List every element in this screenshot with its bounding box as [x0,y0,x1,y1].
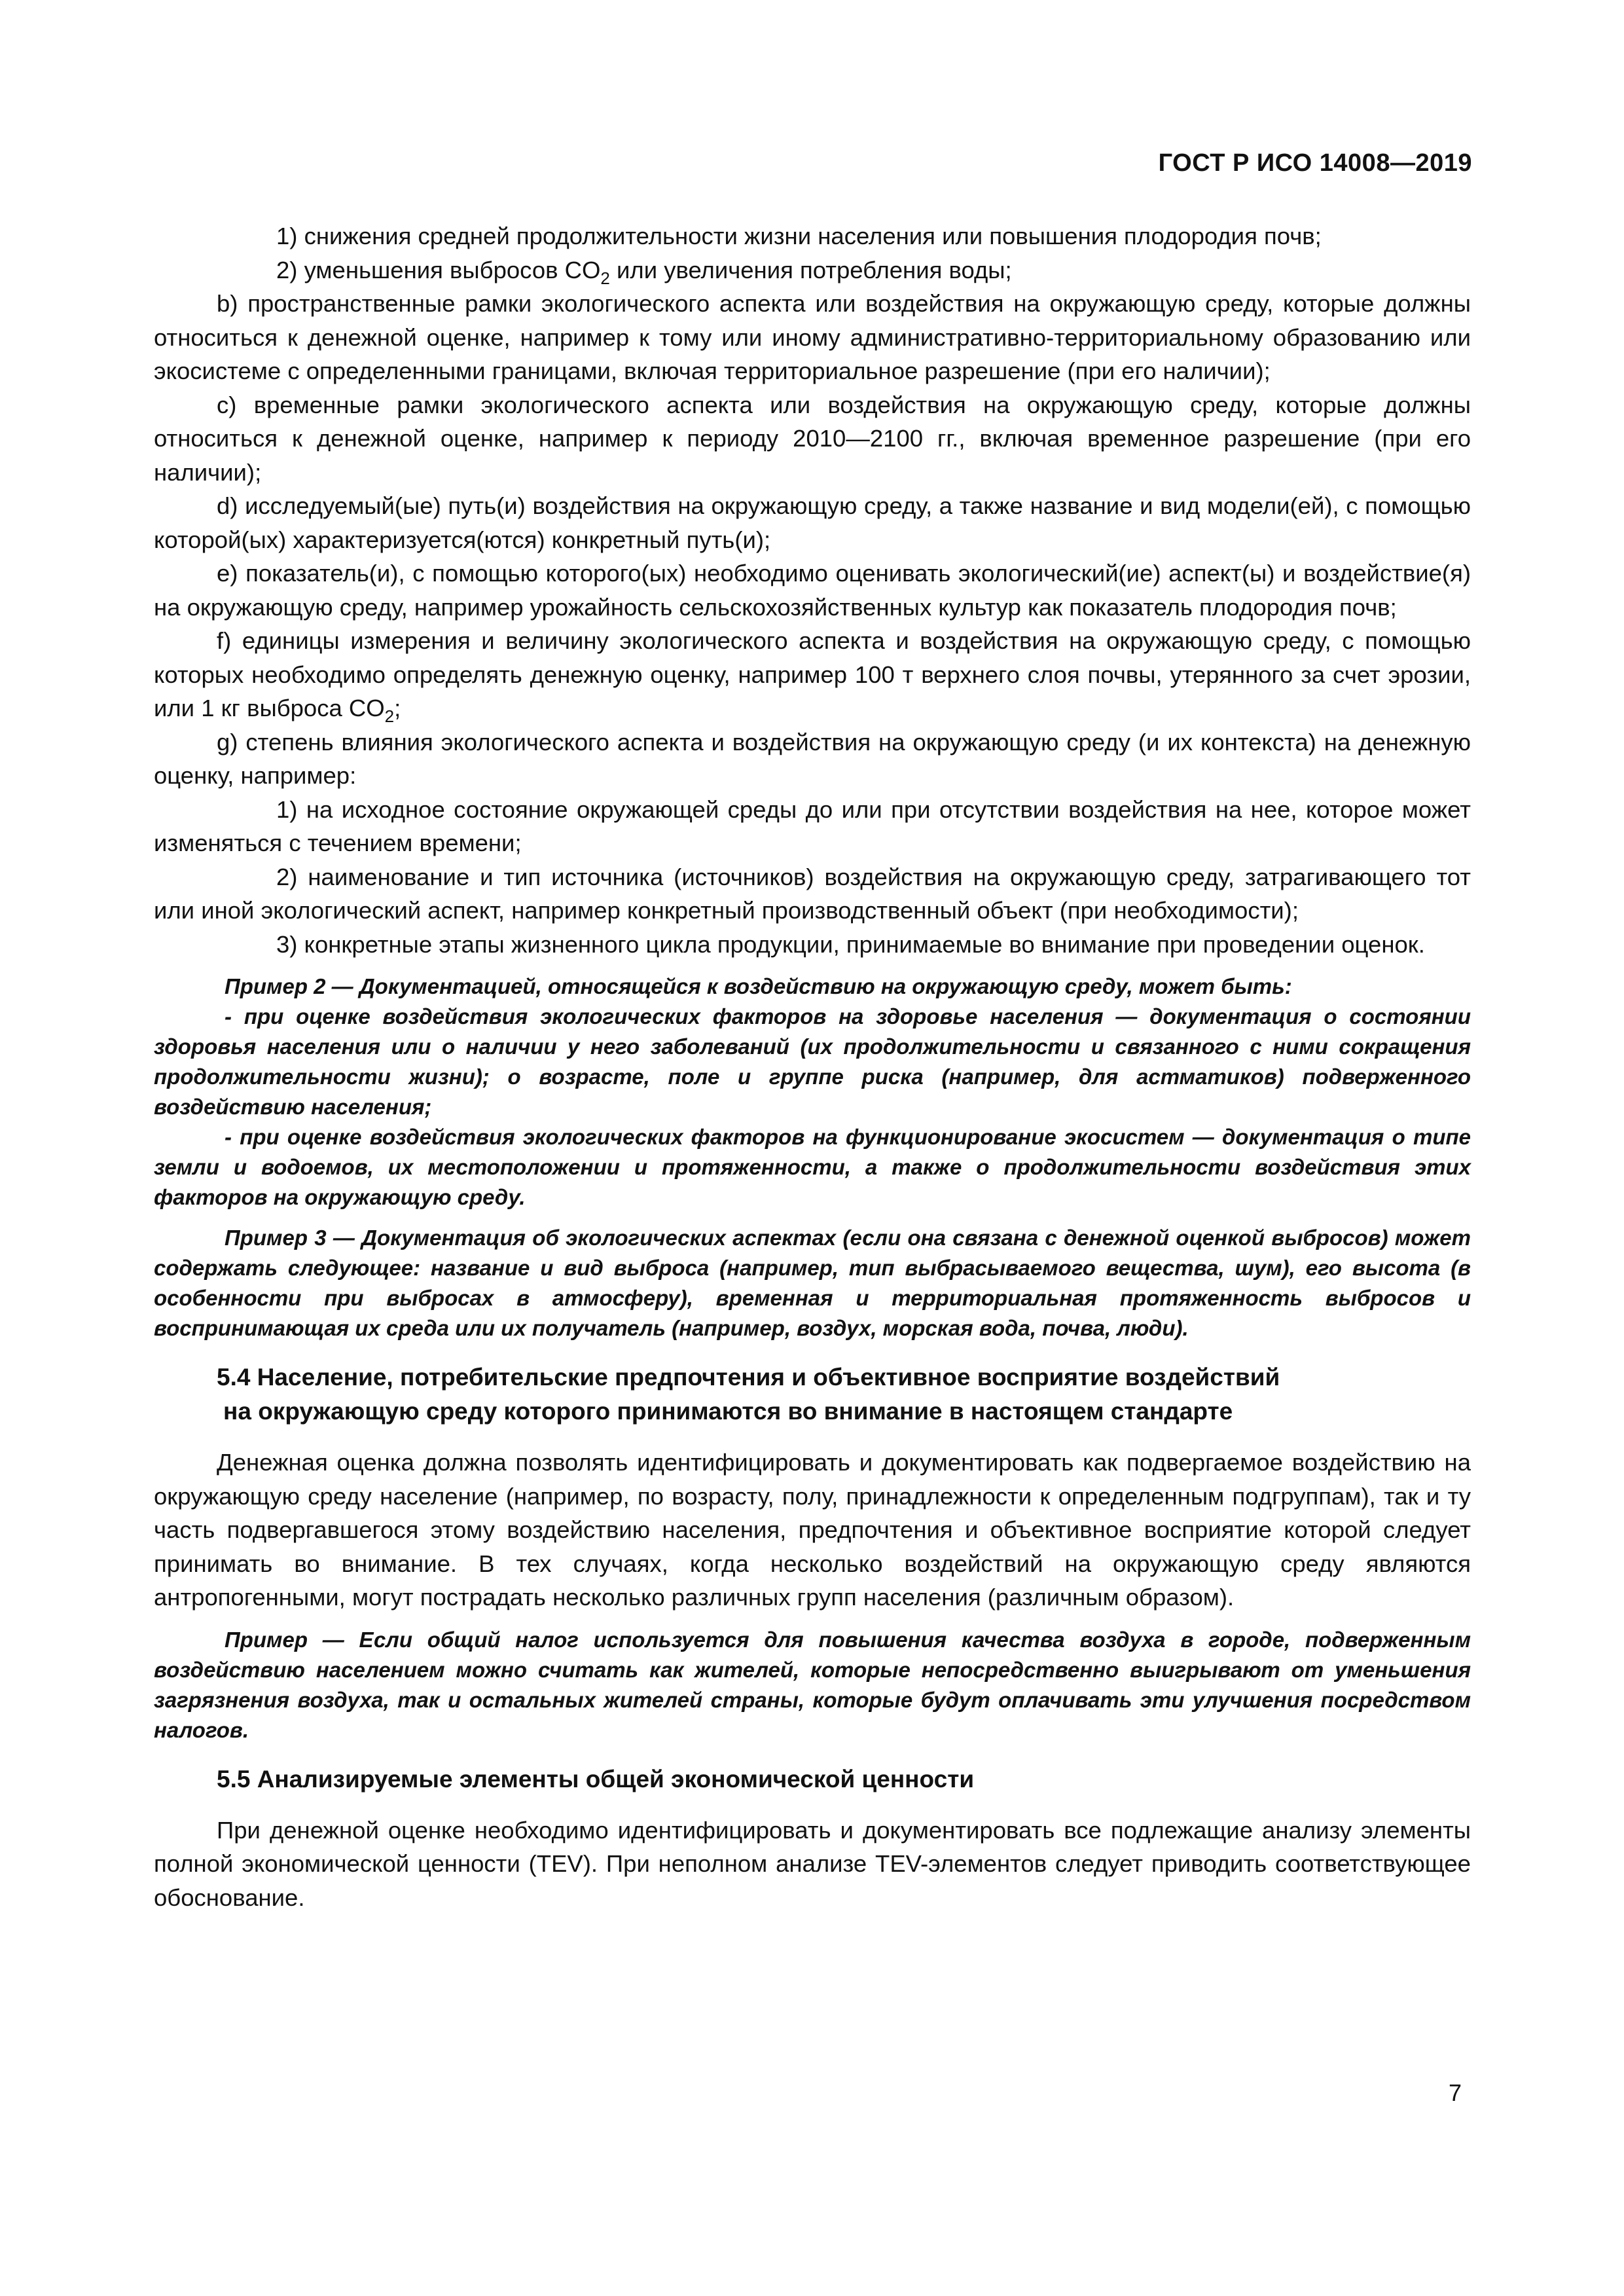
list-item-text: 2) уменьшения выбросов CO [276,256,601,283]
section-heading-line: 5.4 Население, потребительские предпочтения и объективное восприятие воздействий [217,1364,1280,1391]
list-item-text: ; [394,695,401,721]
example-2-title: Пример 2 — Документацией, относящейся к воздействию на окружающую среду, может быть: [225,974,1292,998]
list-item [154,624,1471,725]
section-heading: 5.5 Анализируемые элементы общей экономической ценности [217,1765,975,1793]
example-3: Пример 3 — Документация об экологических аспектах (если она связана с денежной оценкой выбросов) может содержать следующее: название и вид выброса (например, тип выбрасываемого вещества, шум), его высота (в особенности при выбросах в атмосферу), временная и территориальная протяженность выбросов и воспринимающая их среда или их получатель (например, воздух, морская вода, почва, люди). [154,1226,1471,1340]
section-body: Денежная оценка должна позволять идентифицировать и документировать как подвергаемое воздействию на окружающую среду население (например, по возрасту, полу, принадлежности к определенным подгруппам), так и ту часть подвергавшегося этому воздействию населения, предпочтения и объективное восприятие которой следует принимать во внимание. В тех случаях, когда несколько воздействий на окружающую среду являются антропогенными, могут пострадать несколько различных групп населения (различным образом). [154,1449,1471,1611]
list-item [154,253,1471,287]
example-2-bullet: - при оценке воздействия экологических факторов на здоровье населения — документация о состоянии здоровья населения или о наличии у него заболеваний (их продолжительности и связанного с ними сокращения продолжительности жизни); о возрасте, поле и группе риска (например, для астматиков) подверженного воздействию населения; [154,1004,1471,1119]
list-item: e) показатель(и), с помощью которого(ых) необходимо оценивать экологический(ие) аспект(ы) и воздействие(я) на окружающую среду, например урожайность сельскохозяйственных культур как показатель плодородия почв; [154,560,1471,621]
list-item: 1) на исходное состояние окружающей среды до или при отсутствии воздействия на нее, которое может изменяться с течением времени; [154,795,1471,856]
section-body: При денежной оценке необходимо идентифицировать и документировать все подлежащие анализу элементы полной экономической ценности (TEV). При неполном анализе TEV-элементов следует приводить соответствующее обоснование. [154,1816,1471,1911]
page-number: 7 [1448,2079,1462,2106]
subscript: 2 [384,706,395,726]
subscript: 2 [600,268,610,288]
page-content [154,219,1471,1914]
list-item-text: f) единицы измерения и величину экологического аспекта и воздействия на окружающую среду, с помощью которых необходимо определять денежную оценку, например 100 т верхнего слоя почвы, утерянного за счет эрозии, или 1 кг выброса CO [154,627,1471,721]
section-heading [154,1360,1471,1429]
section-heading-line: на окружающую среду которого принимаются во внимание в настоящем стандарте [223,1398,1233,1425]
list-item: d) исследуемый(ые) путь(и) воздействия на окружающую среду, а также название и вид модели(ей), с помощью которой(ых) характеризуется(ются) конкретный путь(и); [154,492,1471,553]
list-item-text: или увеличения потребления воды; [609,256,1012,283]
list-item: g) степень влияния экологического аспекта и воздействия на окружающую среду (и их контекста) на денежную оценку, например: [154,728,1471,789]
list-item: c) временные рамки экологического аспекта или воздействия на окружающую среду, которые должны относиться к денежной оценке, например к периоду 2010—2100 гг., включая временное разрешение (при его наличии); [154,391,1471,486]
list-item: b) пространственные рамки экологического аспекта или воздействия на окружающую среду, которые должны относиться к денежной оценке, например к тому или иному административно-территориальному образованию или экосистеме с определенными границами, включая территориальное разрешение (при его наличии); [154,290,1471,384]
example-2-bullet: - при оценке воздействия экологических факторов на функционирование экосистем — документация о типе земли и водоемов, их местоположении и протяженности, а также о продолжительности воздействия этих факторов на окружающую среду. [154,1125,1471,1209]
list-item: 3) конкретные этапы жизненного цикла продукции, принимаемые во внимание при проведении оценок. [276,930,1425,958]
list-item: 2) наименование и тип источника (источников) воздействия на окружающую среду, затрагивающего тот или иной экологический аспект, например конкретный производственный объект (при необходимости); [154,863,1471,924]
section-example: Пример — Если общий налог используется для повышения качества воздуха в городе, подверженным воздействию населением можно считать как жителей, которые непосредственно выигрывают от уменьшения загрязнения воздуха, так и остальных жителей страны, которые будут оплачивать эти улучшения посредством налогов. [154,1627,1471,1742]
document-code: ГОСТ Р ИСО 14008—2019 [1158,149,1472,177]
list-item: 1) снижения средней продолжительности жизни населения или повышения плодородия почв; [276,223,1322,249]
